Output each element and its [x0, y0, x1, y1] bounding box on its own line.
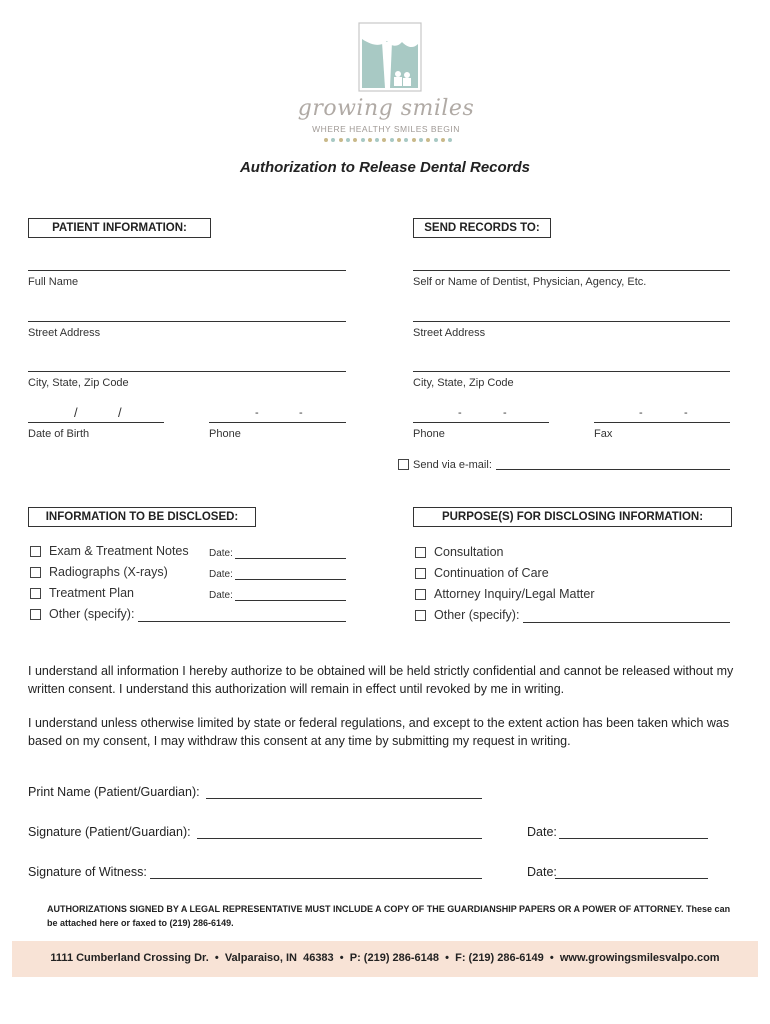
- decorative-dot: [441, 138, 445, 142]
- disclose-header: INFORMATION TO BE DISCLOSED:: [28, 507, 256, 527]
- signature-field[interactable]: [197, 838, 482, 839]
- signature-label: Signature (Patient/Guardian):: [28, 825, 191, 839]
- decorative-dot: [346, 138, 350, 142]
- decorative-dots: [324, 138, 454, 144]
- print-name-label: Print Name (Patient/Guardian):: [28, 785, 200, 799]
- patient-city-label: City, State, Zip Code: [28, 377, 129, 389]
- patient-street-label: Street Address: [28, 327, 101, 339]
- full-name-field[interactable]: [28, 270, 346, 271]
- recipient-street-field[interactable]: [413, 321, 730, 322]
- decorative-dot: [382, 138, 386, 142]
- date-label: Date:: [209, 590, 233, 601]
- exam-notes-checkbox[interactable]: [30, 546, 41, 557]
- radiographs-date-field[interactable]: [235, 579, 346, 580]
- purpose-other-checkbox[interactable]: [415, 610, 426, 621]
- print-name-field[interactable]: [206, 798, 482, 799]
- attorney-inquiry-checkbox[interactable]: [415, 589, 426, 600]
- attorney-inquiry-label: Attorney Inquiry/Legal Matter: [434, 587, 595, 601]
- dob-slash: /: [74, 405, 78, 420]
- decorative-dot: [390, 138, 394, 142]
- email-field[interactable]: [496, 469, 730, 470]
- decorative-dot: [339, 138, 343, 142]
- treatment-plan-label: Treatment Plan: [49, 586, 134, 600]
- decorative-dot: [361, 138, 365, 142]
- treatment-plan-checkbox[interactable]: [30, 588, 41, 599]
- fax-dash: -: [684, 407, 688, 419]
- decorative-dot: [324, 138, 328, 142]
- phone-dash: -: [299, 407, 303, 419]
- withdrawal-paragraph: I understand unless otherwise limited by state or federal regulations, and except to the extent action has been taken which was based on my consent, I may withdraw this consent at any time by submitting my request in writing.: [28, 716, 730, 748]
- witness-signature-field[interactable]: [150, 878, 482, 879]
- phone-dash: -: [458, 407, 462, 419]
- recipient-street-label: Street Address: [413, 327, 486, 339]
- radiographs-label: Radiographs (X-rays): [49, 565, 168, 579]
- decorative-dot: [434, 138, 438, 142]
- consultation-label: Consultation: [434, 545, 504, 559]
- decorative-dot: [353, 138, 357, 142]
- fax-dash: -: [639, 407, 643, 419]
- purpose-other-label: Other (specify):: [434, 608, 520, 622]
- recipient-name-field[interactable]: [413, 270, 730, 271]
- patient-phone-field[interactable]: [209, 422, 346, 423]
- patient-city-field[interactable]: [28, 371, 346, 372]
- radiographs-checkbox[interactable]: [30, 567, 41, 578]
- continuation-care-checkbox[interactable]: [415, 568, 426, 579]
- logo: [296, 22, 476, 147]
- disclose-other-field[interactable]: [138, 621, 346, 622]
- decorative-dot: [368, 138, 372, 142]
- date-label: Date:: [209, 569, 233, 580]
- signature-date-field[interactable]: [559, 838, 708, 839]
- treatment-plan-date-field[interactable]: [235, 600, 346, 601]
- continuation-care-label: Continuation of Care: [434, 566, 549, 580]
- dob-field[interactable]: [28, 422, 164, 423]
- recipient-phone-field[interactable]: [413, 422, 549, 423]
- decorative-dot: [419, 138, 423, 142]
- exam-notes-label: Exam & Treatment Notes: [49, 544, 189, 558]
- consent-paragraph: I understand all information I hereby authorize to be obtained will be held strictly confidential and cannot be released without my written consent. I understand this authorization will remain in effect until revoked by me in writing.: [28, 664, 734, 696]
- send-email-checkbox[interactable]: [398, 459, 409, 470]
- dob-label: Date of Birth: [28, 428, 90, 440]
- full-name-label: Full Name: [28, 276, 79, 288]
- purpose-header: PURPOSE(S) FOR DISCLOSING INFORMATION:: [413, 507, 732, 527]
- consultation-checkbox[interactable]: [415, 547, 426, 558]
- recipient-fax-field[interactable]: [594, 422, 730, 423]
- recipient-phone-label: Phone: [413, 428, 445, 440]
- recipient-name-label: Self or Name of Dentist, Physician, Agency, Etc.: [413, 276, 647, 288]
- decorative-dot: [404, 138, 408, 142]
- tree-logo-icon: [358, 22, 422, 92]
- patient-info-header: PATIENT INFORMATION:: [28, 218, 211, 238]
- recipient-fax-label: Fax: [594, 428, 613, 440]
- decorative-dot: [426, 138, 430, 142]
- legal-notice: AUTHORIZATIONS SIGNED BY A LEGAL REPRESENTATIVE MUST INCLUDE A COPY OF THE GUARDIANSHIP PAPERS OR A POWER OF ATTORNEY. These can be attached here or faxed to (219) 286-6149.: [47, 904, 731, 928]
- decorative-dot: [375, 138, 379, 142]
- patient-street-field[interactable]: [28, 321, 346, 322]
- disclose-other-label: Other (specify):: [49, 607, 135, 621]
- witness-date-field[interactable]: [555, 878, 708, 879]
- exam-notes-date-field[interactable]: [235, 558, 346, 559]
- decorative-dot: [331, 138, 335, 142]
- decorative-dot: [397, 138, 401, 142]
- dob-slash: /: [118, 405, 122, 420]
- patient-phone-label: Phone: [209, 428, 241, 440]
- decorative-dot: [448, 138, 452, 142]
- send-email-label: Send via e-mail:: [413, 459, 492, 471]
- footer-contact: 1111 Cumberland Crossing Dr. • Valparaiso, IN 46383 • P: (219) 286-6148 • F: (219) 286-6149 • www.growingsmilesvalpo.com: [50, 952, 720, 964]
- brand-tagline: WHERE HEALTHY SMILES BEGIN: [312, 124, 460, 134]
- recipient-city-field[interactable]: [413, 371, 730, 372]
- phone-dash: -: [503, 407, 507, 419]
- send-records-header: SEND RECORDS TO:: [413, 218, 551, 238]
- signature-date-label: Date:: [527, 825, 557, 839]
- phone-dash: -: [255, 407, 259, 419]
- witness-date-label: Date:: [527, 865, 557, 879]
- footer-bar: [12, 941, 758, 977]
- purpose-other-field[interactable]: [523, 622, 730, 623]
- decorative-dot: [412, 138, 416, 142]
- page-title: Authorization to Release Dental Records: [239, 159, 531, 176]
- date-label: Date:: [209, 548, 233, 559]
- brand-name: growing smiles: [297, 96, 475, 121]
- disclose-other-checkbox[interactable]: [30, 609, 41, 620]
- witness-label: Signature of Witness:: [28, 865, 147, 879]
- recipient-city-label: City, State, Zip Code: [413, 377, 514, 389]
